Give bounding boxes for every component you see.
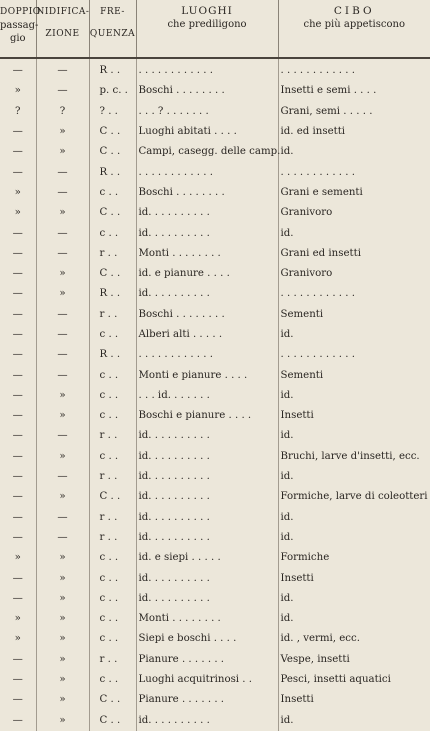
cell-frequenza: r . . bbox=[89, 508, 136, 528]
cell-doppio: — bbox=[0, 264, 36, 284]
cell-doppio: — bbox=[0, 142, 36, 162]
table-header bbox=[0, 0, 430, 58]
cell-nidificazione: — bbox=[36, 365, 89, 385]
cell-nidificazione: — bbox=[36, 223, 89, 243]
table-row bbox=[0, 426, 430, 446]
table-row bbox=[0, 365, 430, 385]
cell-nidificazione: — bbox=[36, 467, 89, 487]
cell-cibo: id. bbox=[278, 223, 430, 243]
cell-luoghi: id. . . . . . . . . . bbox=[136, 508, 278, 528]
cell-doppio: » bbox=[0, 629, 36, 649]
table-row bbox=[0, 244, 430, 264]
cell-luoghi: id. . . . . . . . . . bbox=[136, 589, 278, 609]
cell-cibo: Sementi bbox=[278, 365, 430, 385]
cell-frequenza: c . . bbox=[89, 568, 136, 588]
table-row bbox=[0, 568, 430, 588]
cell-doppio: — bbox=[0, 508, 36, 528]
cell-nidificazione: — bbox=[36, 58, 89, 81]
cell-cibo: Insetti bbox=[278, 690, 430, 710]
cell-frequenza: R . . bbox=[89, 345, 136, 365]
cell-luoghi: id. . . . . . . . . . bbox=[136, 426, 278, 446]
cell-doppio: — bbox=[0, 345, 36, 365]
cell-luoghi: id. . . . . . . . . . bbox=[136, 447, 278, 467]
cell-nidificazione: — bbox=[36, 305, 89, 325]
cell-cibo: Grani ed insetti bbox=[278, 244, 430, 264]
cell-frequenza: R . . bbox=[89, 58, 136, 81]
cell-doppio: — bbox=[0, 589, 36, 609]
cell-cibo: Insetti bbox=[278, 568, 430, 588]
cell-frequenza: c . . bbox=[89, 223, 136, 243]
header-doppio-line-1: DOPPIO bbox=[0, 6, 36, 19]
cell-nidificazione: — bbox=[36, 162, 89, 182]
table-row bbox=[0, 305, 430, 325]
cell-nidificazione: » bbox=[36, 670, 89, 690]
cell-luoghi: Boschi e pianure . . . . bbox=[136, 406, 278, 426]
header-nidificazione-line-1: NIDIFICA- bbox=[37, 6, 89, 19]
cell-doppio: — bbox=[0, 670, 36, 690]
cell-luoghi: . . . id. . . . . . . bbox=[136, 386, 278, 406]
cell-doppio: » bbox=[0, 548, 36, 568]
header-doppio-passaggio bbox=[0, 0, 36, 58]
cell-frequenza: C . . bbox=[89, 690, 136, 710]
table-row bbox=[0, 629, 430, 649]
cell-nidificazione: » bbox=[36, 650, 89, 670]
cell-frequenza: r . . bbox=[89, 467, 136, 487]
cell-frequenza: c . . bbox=[89, 548, 136, 568]
cell-frequenza: c . . bbox=[89, 386, 136, 406]
cell-nidificazione: » bbox=[36, 386, 89, 406]
cell-luoghi: id. . . . . . . . . . bbox=[136, 711, 278, 731]
cell-luoghi: Campi, casegg. delle camp. bbox=[136, 142, 278, 162]
cell-frequenza: R . . bbox=[89, 162, 136, 182]
cell-cibo: Sementi bbox=[278, 305, 430, 325]
cell-frequenza: C . . bbox=[89, 711, 136, 731]
cell-doppio: — bbox=[0, 467, 36, 487]
table-row bbox=[0, 325, 430, 345]
cell-frequenza: C . . bbox=[89, 203, 136, 223]
cell-cibo: Pesci, insetti aquatici bbox=[278, 670, 430, 690]
cell-doppio: » bbox=[0, 183, 36, 203]
cell-luoghi: id. e siepi . . . . . bbox=[136, 548, 278, 568]
cell-luoghi: Pianure . . . . . . . bbox=[136, 690, 278, 710]
cell-doppio: » bbox=[0, 203, 36, 223]
cell-cibo: . . . . . . . . . . . . bbox=[278, 162, 430, 182]
cell-luoghi: . . . . . . . . . . . . bbox=[136, 162, 278, 182]
cell-doppio: » bbox=[0, 609, 36, 629]
cell-nidificazione: — bbox=[36, 345, 89, 365]
cell-frequenza: c . . bbox=[89, 447, 136, 467]
table-row bbox=[0, 650, 430, 670]
table-row bbox=[0, 58, 430, 81]
cell-cibo: Grani, semi . . . . . bbox=[278, 102, 430, 122]
cell-cibo: Vespe, insetti bbox=[278, 650, 430, 670]
cell-doppio: — bbox=[0, 487, 36, 507]
cell-nidificazione: » bbox=[36, 447, 89, 467]
cell-doppio: ? bbox=[0, 102, 36, 122]
cell-luoghi: Boschi . . . . . . . . bbox=[136, 305, 278, 325]
cell-frequenza: ? . . bbox=[89, 102, 136, 122]
cell-nidificazione: — bbox=[36, 183, 89, 203]
cell-frequenza: c . . bbox=[89, 183, 136, 203]
cell-nidificazione: — bbox=[36, 528, 89, 548]
cell-nidificazione: » bbox=[36, 406, 89, 426]
cell-nidificazione: — bbox=[36, 244, 89, 264]
cell-cibo: . . . . . . . . . . . . bbox=[278, 58, 430, 81]
cell-frequenza: r . . bbox=[89, 650, 136, 670]
header-doppio-line-3: gio bbox=[0, 32, 36, 45]
cell-doppio: — bbox=[0, 305, 36, 325]
cell-nidificazione: » bbox=[36, 142, 89, 162]
cell-nidificazione: » bbox=[36, 122, 89, 142]
table-row bbox=[0, 508, 430, 528]
cell-frequenza: r . . bbox=[89, 244, 136, 264]
cell-luoghi: id. . . . . . . . . . bbox=[136, 528, 278, 548]
cell-nidificazione: » bbox=[36, 711, 89, 731]
cell-frequenza: c . . bbox=[89, 406, 136, 426]
table-row bbox=[0, 447, 430, 467]
cell-luoghi: Boschi . . . . . . . . bbox=[136, 81, 278, 101]
table-row bbox=[0, 81, 430, 101]
table-row bbox=[0, 487, 430, 507]
cell-doppio: — bbox=[0, 365, 36, 385]
cell-cibo: Insetti bbox=[278, 406, 430, 426]
cell-nidificazione: » bbox=[36, 203, 89, 223]
cell-doppio: — bbox=[0, 162, 36, 182]
cell-frequenza: c . . bbox=[89, 365, 136, 385]
cell-cibo: id. bbox=[278, 386, 430, 406]
cell-frequenza: C . . bbox=[89, 264, 136, 284]
cell-cibo: id. bbox=[278, 711, 430, 731]
cell-frequenza: C . . bbox=[89, 487, 136, 507]
cell-cibo: id. bbox=[278, 426, 430, 446]
cell-luoghi: id. . . . . . . . . . bbox=[136, 284, 278, 304]
cell-frequenza: c . . bbox=[89, 670, 136, 690]
cell-luoghi: Pianure . . . . . . . bbox=[136, 650, 278, 670]
cell-luoghi: Alberi alti . . . . . bbox=[136, 325, 278, 345]
cell-frequenza: R . . bbox=[89, 284, 136, 304]
cell-luoghi: . . . . . . . . . . . . bbox=[136, 58, 278, 81]
cell-luoghi: id. . . . . . . . . . bbox=[136, 487, 278, 507]
cell-luoghi: id. . . . . . . . . . bbox=[136, 203, 278, 223]
cell-luoghi: Luoghi abitati . . . . bbox=[136, 122, 278, 142]
cell-frequenza: C . . bbox=[89, 142, 136, 162]
cell-luoghi: id. . . . . . . . . . bbox=[136, 568, 278, 588]
cell-frequenza: c . . bbox=[89, 609, 136, 629]
cell-doppio: — bbox=[0, 58, 36, 81]
cell-doppio: — bbox=[0, 406, 36, 426]
cell-doppio: — bbox=[0, 711, 36, 731]
header-luoghi-line-2: che prediligono bbox=[137, 18, 278, 31]
header-cibo-line-2: che più appetiscono bbox=[279, 18, 430, 31]
table-row bbox=[0, 203, 430, 223]
cell-cibo: Grani e sementi bbox=[278, 183, 430, 203]
cell-cibo: Insetti e semi . . . . bbox=[278, 81, 430, 101]
cell-luoghi: Luoghi acquitrinosi . . bbox=[136, 670, 278, 690]
cell-cibo: id. bbox=[278, 325, 430, 345]
table-row bbox=[0, 589, 430, 609]
table-row bbox=[0, 609, 430, 629]
cell-cibo: Formiche, larve di coleotteri bbox=[278, 487, 430, 507]
header-frequenza-line-2: QUENZA bbox=[90, 28, 136, 41]
cell-luoghi: . . . . . . . . . . . . bbox=[136, 345, 278, 365]
cell-doppio: — bbox=[0, 568, 36, 588]
cell-cibo: id. bbox=[278, 508, 430, 528]
cell-doppio: — bbox=[0, 690, 36, 710]
cell-frequenza: r . . bbox=[89, 426, 136, 446]
table-row bbox=[0, 122, 430, 142]
cell-doppio: » bbox=[0, 81, 36, 101]
cell-frequenza: r . . bbox=[89, 305, 136, 325]
cell-frequenza: C . . bbox=[89, 122, 136, 142]
cell-luoghi: Monti e pianure . . . . bbox=[136, 365, 278, 385]
cell-nidificazione: » bbox=[36, 264, 89, 284]
cell-doppio: — bbox=[0, 284, 36, 304]
table-row bbox=[0, 142, 430, 162]
header-nidificazione bbox=[36, 0, 89, 58]
table-row bbox=[0, 548, 430, 568]
cell-cibo: Formiche bbox=[278, 548, 430, 568]
table-row bbox=[0, 406, 430, 426]
cell-doppio: — bbox=[0, 122, 36, 142]
cell-doppio: — bbox=[0, 223, 36, 243]
table-row bbox=[0, 711, 430, 731]
header-cibo bbox=[278, 0, 430, 58]
cell-luoghi: Siepi e boschi . . . . bbox=[136, 629, 278, 649]
cell-cibo: id. bbox=[278, 467, 430, 487]
cell-nidificazione: » bbox=[36, 284, 89, 304]
cell-luoghi: id. e pianure . . . . bbox=[136, 264, 278, 284]
cell-doppio: — bbox=[0, 650, 36, 670]
cell-cibo: id. bbox=[278, 609, 430, 629]
table-row bbox=[0, 467, 430, 487]
header-cibo-line-1: CIBO bbox=[279, 4, 430, 18]
table-row bbox=[0, 264, 430, 284]
cell-doppio: — bbox=[0, 244, 36, 264]
table-row bbox=[0, 284, 430, 304]
cell-cibo: id. bbox=[278, 142, 430, 162]
cell-luoghi: Monti . . . . . . . . bbox=[136, 609, 278, 629]
cell-nidificazione: — bbox=[36, 426, 89, 446]
table-row bbox=[0, 345, 430, 365]
cell-frequenza: c . . bbox=[89, 629, 136, 649]
table-row bbox=[0, 102, 430, 122]
cell-nidificazione: » bbox=[36, 629, 89, 649]
table-row bbox=[0, 528, 430, 548]
cell-nidificazione: » bbox=[36, 690, 89, 710]
cell-doppio: — bbox=[0, 325, 36, 345]
cell-cibo: . . . . . . . . . . . . bbox=[278, 284, 430, 304]
header-frequenza bbox=[89, 0, 136, 58]
cell-luoghi: id. . . . . . . . . . bbox=[136, 467, 278, 487]
cell-luoghi: id. . . . . . . . . . bbox=[136, 223, 278, 243]
table-row bbox=[0, 690, 430, 710]
cell-nidificazione: » bbox=[36, 487, 89, 507]
cell-doppio: — bbox=[0, 447, 36, 467]
cell-frequenza: c . . bbox=[89, 589, 136, 609]
cell-nidificazione: » bbox=[36, 589, 89, 609]
cell-doppio: — bbox=[0, 528, 36, 548]
table-row bbox=[0, 670, 430, 690]
cell-luoghi: Boschi . . . . . . . . bbox=[136, 183, 278, 203]
cell-frequenza: r . . bbox=[89, 528, 136, 548]
cell-cibo: Granivoro bbox=[278, 264, 430, 284]
cell-cibo: Granivoro bbox=[278, 203, 430, 223]
cell-cibo: Bruchi, larve d'insetti, ecc. bbox=[278, 447, 430, 467]
header-doppio-line-2: passag- bbox=[0, 19, 36, 32]
cell-nidificazione: » bbox=[36, 568, 89, 588]
cell-cibo: id. bbox=[278, 528, 430, 548]
header-nidificazione-line-2: ZIONE bbox=[37, 28, 89, 41]
cell-nidificazione: — bbox=[36, 508, 89, 528]
cell-nidificazione: » bbox=[36, 548, 89, 568]
cell-nidificazione: — bbox=[36, 325, 89, 345]
cell-cibo: id. ed insetti bbox=[278, 122, 430, 142]
cell-nidificazione: — bbox=[36, 81, 89, 101]
cell-cibo: . . . . . . . . . . . . bbox=[278, 345, 430, 365]
cell-cibo: id. , vermi, ecc. bbox=[278, 629, 430, 649]
table-body bbox=[0, 58, 430, 731]
cell-frequenza: p. c. . bbox=[89, 81, 136, 101]
cell-luoghi: Monti . . . . . . . . bbox=[136, 244, 278, 264]
cell-cibo: id. bbox=[278, 589, 430, 609]
table-row bbox=[0, 162, 430, 182]
cell-frequenza: c . . bbox=[89, 325, 136, 345]
table-row bbox=[0, 183, 430, 203]
table-row bbox=[0, 223, 430, 243]
cell-nidificazione: ? bbox=[36, 102, 89, 122]
cell-doppio: — bbox=[0, 426, 36, 446]
header-frequenza-line-1: FRE- bbox=[90, 6, 136, 19]
header-luoghi bbox=[136, 0, 278, 58]
header-luoghi-line-1: LUOGHI bbox=[137, 4, 278, 18]
cell-nidificazione: » bbox=[36, 609, 89, 629]
table-row bbox=[0, 386, 430, 406]
cell-luoghi: . . . ? . . . . . . . bbox=[136, 102, 278, 122]
cell-doppio: — bbox=[0, 386, 36, 406]
